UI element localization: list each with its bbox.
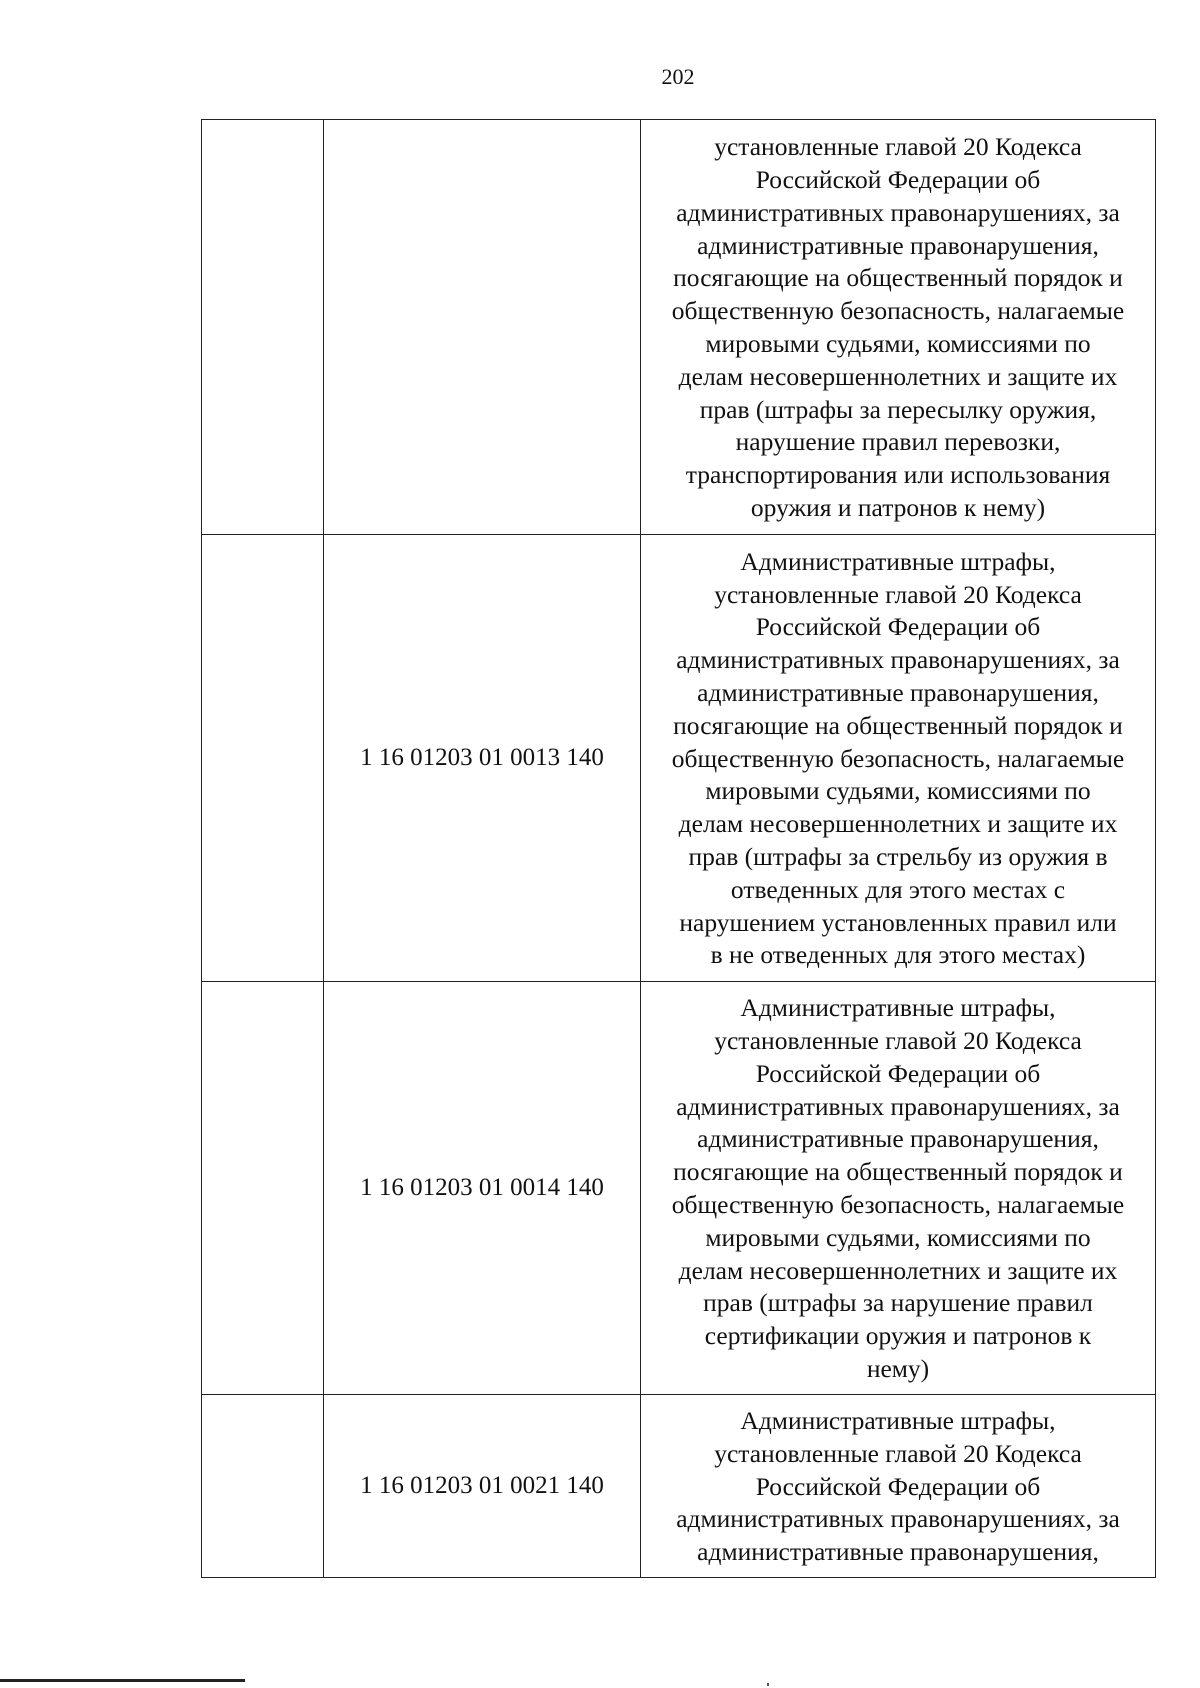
description-line: делам несовершеннолетних и защите их xyxy=(678,1255,1118,1285)
description-line: посягающие на общественный порядок и xyxy=(673,263,1123,293)
description-line: административные правонарушения, xyxy=(697,1124,1099,1154)
page-number: 202 xyxy=(661,64,695,89)
budget-codes-table xyxy=(201,119,1156,1578)
row-number-cell xyxy=(202,982,324,1395)
description-line: отведенных для этого местах с xyxy=(730,874,1066,904)
description-line: общественную безопасность, налагаемые xyxy=(671,1190,1125,1219)
description-line: Административные штрафы, xyxy=(740,546,1056,576)
table-row xyxy=(202,982,1156,1395)
description-line: прав (штрафы за пересылку оружия, xyxy=(699,394,1097,424)
description-line: делам несовершеннолетних и защите их xyxy=(678,809,1118,839)
table-row xyxy=(202,1395,1156,1578)
description-line: прав (штрафы за стрельбу из оружия в xyxy=(688,841,1108,871)
description-cell xyxy=(641,982,1156,1395)
description-line: Административные штрафы, xyxy=(740,1406,1056,1435)
budget-code-cell: 1 16 01203 01 0021 140 xyxy=(324,1395,641,1578)
budget-code-cell xyxy=(324,120,641,535)
description-line: административных правонарушениях, за xyxy=(676,1091,1120,1121)
scan-mark xyxy=(767,1683,769,1686)
description-line: административные правонарушения, xyxy=(697,678,1099,707)
description-line: прав (штрафы за нарушение правил xyxy=(703,1288,1093,1318)
description-line: посягающие на общественный порядок и xyxy=(673,710,1123,740)
description-cell xyxy=(641,120,1156,535)
row-number-cell xyxy=(202,535,324,982)
description-line: нарушением установленных правил или xyxy=(679,907,1117,937)
description-line: установленные главой 20 Кодекса xyxy=(714,579,1082,609)
description-line: нему) xyxy=(866,1353,930,1383)
row-number-cell xyxy=(202,120,324,535)
description-line: Российской Федерации об xyxy=(755,612,1041,642)
footnote-divider xyxy=(0,1679,245,1682)
description-line: общественную безопасность, налагаемые xyxy=(671,743,1125,773)
description-cell xyxy=(641,1395,1156,1578)
description-line: транспортирования или использования xyxy=(685,460,1111,490)
description-line: мировыми судьями, комиссиями по xyxy=(705,776,1091,806)
description-line: Российской Федерации об xyxy=(755,165,1041,195)
description-cell xyxy=(641,535,1156,982)
table-row xyxy=(202,120,1156,535)
description-line: административные правонарушения, xyxy=(697,1537,1099,1567)
description-line: Российской Федерации об xyxy=(755,1058,1041,1088)
description-line: мировыми судьями, комиссиями по xyxy=(705,1222,1091,1252)
table-row xyxy=(202,535,1156,982)
description-line: административных правонарушениях, за xyxy=(676,645,1120,675)
description-line: административных правонарушениях, за xyxy=(676,197,1120,227)
description-line: административных правонарушениях, за xyxy=(676,1504,1120,1534)
description-line: Российской Федерации об xyxy=(755,1471,1041,1501)
row-number-cell xyxy=(202,1395,324,1578)
description-line: установленные главой 20 Кодекса xyxy=(714,1438,1082,1468)
budget-code-cell: 1 16 01203 01 0013 140 xyxy=(324,535,641,982)
description-line: посягающие на общественный порядок и xyxy=(673,1157,1123,1187)
description-line: делам несовершеннолетних и защите их xyxy=(678,361,1118,391)
description-line: оружия и патронов к нему) xyxy=(750,492,1046,522)
budget-code-cell: 1 16 01203 01 0014 140 xyxy=(324,982,641,1395)
description-line: административные правонарушения, xyxy=(697,230,1099,260)
description-line: установленные главой 20 Кодекса xyxy=(714,132,1082,162)
description-line: общественную безопасность, налагаемые xyxy=(671,296,1125,326)
description-line: нарушение правил перевозки, xyxy=(735,427,1061,457)
description-line: мировыми судьями, комиссиями по xyxy=(705,329,1091,358)
description-line: сертификации оружия и патронов к xyxy=(704,1321,1092,1351)
description-line: установленные главой 20 Кодекса xyxy=(714,1026,1082,1056)
description-line: Административные штрафы, xyxy=(740,993,1056,1023)
description-line: в не отведенных для этого местах) xyxy=(710,940,1086,970)
